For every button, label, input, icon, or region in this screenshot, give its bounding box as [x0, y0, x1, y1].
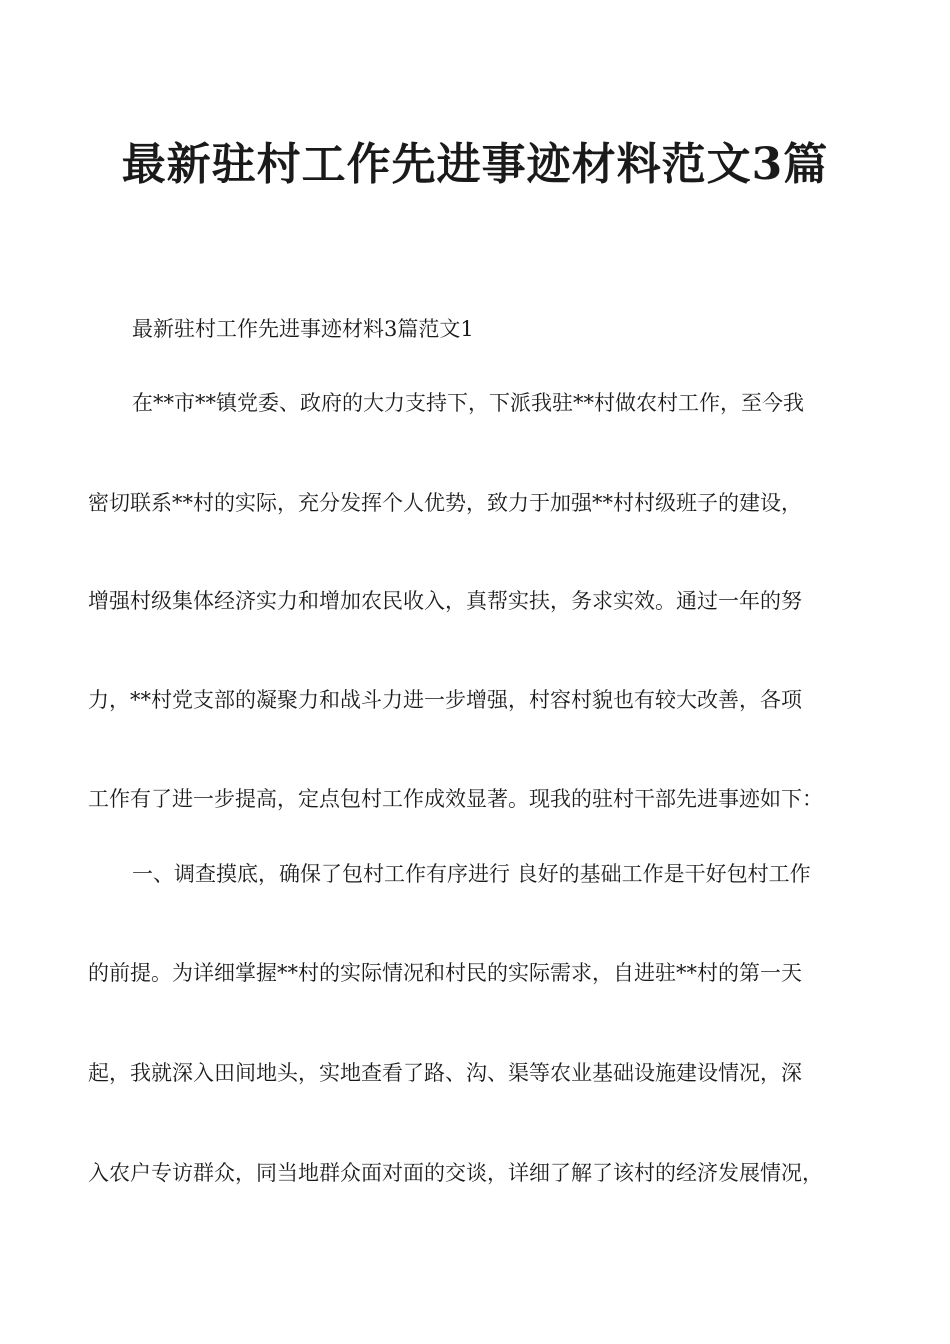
paragraph-line: 力，**村党支部的凝聚力和战斗力进一步增强，村容村貌也有较大改善，各项 [88, 688, 802, 712]
paragraph-line: 的前提。为详细掌握**村的实际情况和村民的实际需求，自进驻**村的第一天 [88, 961, 802, 985]
section-heading: 最新驻村工作先进事迹材料3篇范文1 [132, 317, 474, 341]
paragraph-line: 工作有了进一步提高，定点包村工作成效显著。现我的驻村干部先进事迹如下： [88, 787, 823, 811]
paragraph-line: 增强村级集体经济实力和增加农民收入，真帮实扶，务求实效。通过一年的努 [88, 589, 802, 613]
paragraph-line: 在**市**镇党委、政府的大力支持下，下派我驻**村做农村工作，至今我 [132, 391, 804, 415]
paragraph-line: 入农户专访群众，同当地群众面对面的交谈，详细了解了该村的经济发展情况， [88, 1161, 823, 1185]
document-title: 最新驻村工作先进事迹材料范文3篇 [121, 139, 829, 190]
paragraph-line: 起，我就深入田间地头，实地查看了路、沟、渠等农业基础设施建设情况，深 [88, 1061, 802, 1085]
paragraph-line: 密切联系**村的实际，充分发挥个人优势，致力于加强**村村级班子的建设， [88, 491, 802, 515]
paragraph-line: 一、调查摸底，确保了包村工作有序进行 良好的基础工作是干好包村工作 [132, 862, 811, 886]
